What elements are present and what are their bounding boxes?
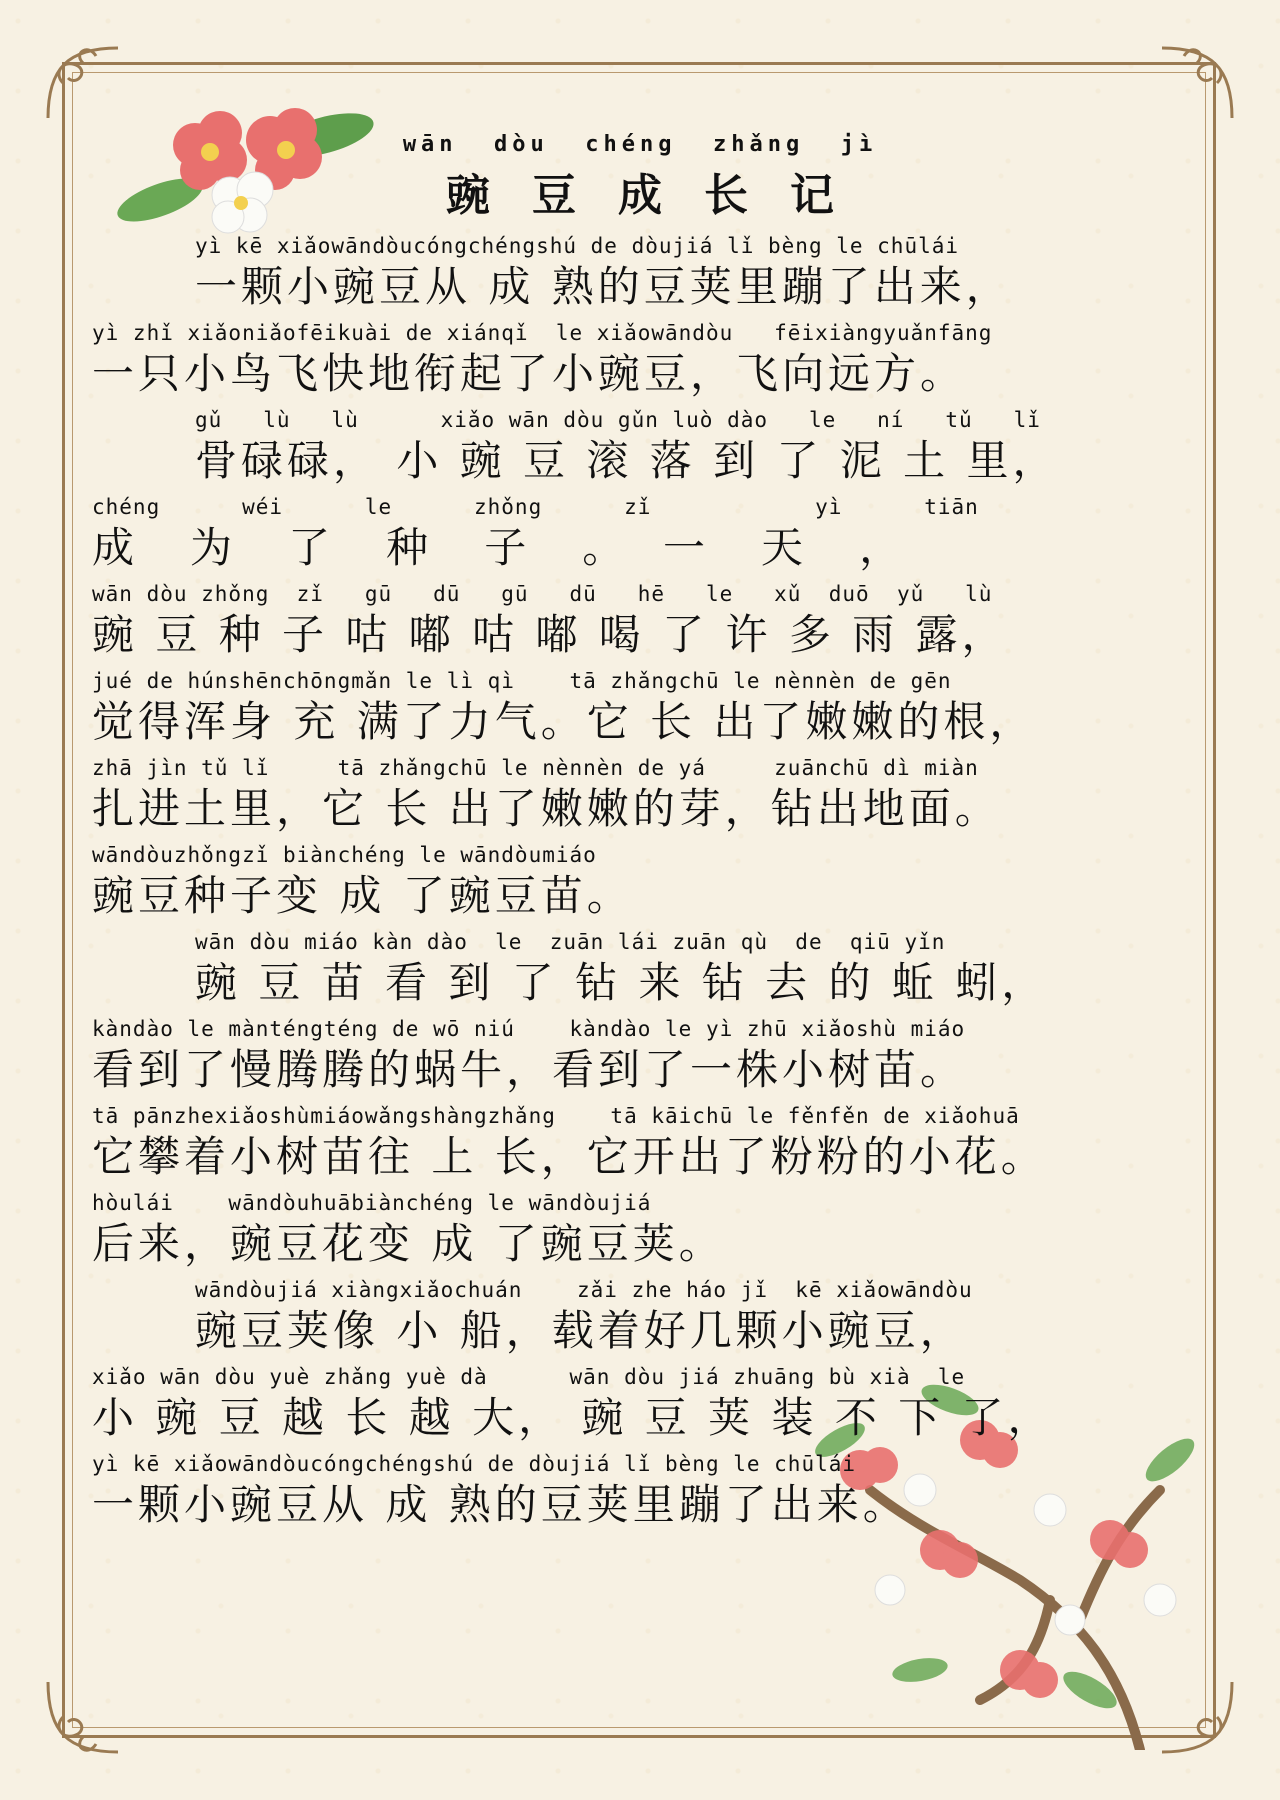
- line-pinyin: yì kē xiǎowāndòucóngchéngshú de dòujiá lǐ bèng le chūlái: [92, 1452, 857, 1476]
- story-line: [92, 232, 1202, 314]
- story-line: [92, 928, 1202, 1010]
- line-pinyin: wāndòujiá xiàngxiǎochuán zǎi zhe háo jǐ kē xiǎowāndòu: [195, 1278, 973, 1302]
- page-title: 豌豆成长记: [446, 170, 876, 221]
- story-line: [92, 1450, 1202, 1532]
- story-line: [92, 1276, 1202, 1358]
- title-block: [0, 132, 1280, 223]
- line-text: 它攀着小树苗往 上 长，它开出了粉粉的小花。: [92, 1132, 1047, 1181]
- line-text: 一颗小豌豆从 成 熟的豆荚里蹦了出来。: [92, 1480, 909, 1529]
- line-text: 一颗小豌豆从 成 熟的豆荚里蹦了出来，: [195, 262, 1012, 311]
- story-line: [92, 754, 1202, 836]
- story-line: [92, 1015, 1202, 1097]
- story-line: [92, 580, 1202, 662]
- line-text: 扎进土里，它 长 出了嫩嫩的芽，钻出地面。: [92, 784, 1001, 833]
- corner-ornament-bottom-left-icon: [38, 1672, 128, 1762]
- line-text: 小 豌 豆 越 长 越 大， 豌 豆 荚 装 不 下 了，: [92, 1393, 1054, 1442]
- corner-ornament-top-right-icon: [1152, 38, 1242, 128]
- line-pinyin: jué de húnshēnchōngmǎn le lì qì tā zhǎngchū le nènnèn de gēn: [92, 669, 952, 693]
- story-line: [92, 1189, 1202, 1271]
- line-pinyin: tā pānzhexiǎoshùmiáowǎngshàngzhǎng tā kāichū le fěnfěn de xiǎohuā: [92, 1104, 1020, 1128]
- line-text: 后来，豌豆花变 成 了豌豆荚。: [92, 1219, 725, 1268]
- line-text: 豌 豆 苗 看 到 了 钻 来 钻 去 的 蚯 蚓，: [195, 958, 1048, 1007]
- story-line: [92, 1102, 1202, 1184]
- story-line: [92, 493, 1202, 575]
- line-pinyin: zhā jìn tǔ lǐ tā zhǎngchū le nènnèn de yá zuānchū dì miàn: [92, 756, 979, 780]
- line-text: 成 为 了 种 子 。 一 天 ，: [92, 523, 906, 572]
- story-line: [92, 667, 1202, 749]
- line-pinyin: wāndòuzhǒngzǐ biànchéng le wāndòumiáo: [92, 843, 597, 867]
- story-line: [92, 1363, 1202, 1445]
- line-text: 一只小鸟飞快地衔起了小豌豆，飞向远方。: [92, 349, 967, 398]
- story-line: [92, 841, 1202, 923]
- story-line: [92, 319, 1202, 401]
- line-pinyin: gǔ lù lù xiǎo wān dòu gǔn luò dào le ní tǔ lǐ: [195, 408, 1041, 432]
- line-pinyin: wān dòu zhǒng zǐ gū dū gū dū hē le xǔ duō yǔ lù: [92, 582, 993, 606]
- story-line: [92, 406, 1202, 488]
- line-text: 觉得浑身 充 满了力气。它 长 出了嫩嫩的根，: [92, 697, 1036, 746]
- line-pinyin: kàndào le mànténgténg de wō niú kàndào le yì zhū xiǎoshù miáo: [92, 1017, 966, 1041]
- line-text: 骨碌碌， 小 豌 豆 滚 落 到 了 泥 土 里，: [195, 436, 1059, 485]
- line-text: 豌豆种子变 成 了豌豆苗。: [92, 871, 633, 920]
- line-pinyin: xiǎo wān dòu yuè zhǎng yuè dà wān dòu jiá zhuāng bù xià le: [92, 1365, 966, 1389]
- line-text: 豌 豆 种 子 咕 嘟 咕 嘟 喝 了 许 多 雨 露，: [92, 610, 1008, 659]
- line-pinyin: yì kē xiǎowāndòucóngchéngshú de dòujiá lǐ bèng le chūlái: [195, 234, 960, 258]
- line-text: 看到了慢腾腾的蜗牛，看到了一株小树苗。: [92, 1045, 967, 1094]
- line-pinyin: hòulái wāndòuhuābiànchéng le wāndòujiá: [92, 1191, 652, 1215]
- title-pinyin: wān dòu chéng zhǎng jì: [402, 132, 878, 157]
- line-pinyin: chéng wéi le zhǒng zǐ yì tiān: [92, 495, 979, 519]
- line-pinyin: wān dòu miáo kàn dào le zuān lái zuān qù de qiū yǐn: [195, 930, 946, 954]
- line-pinyin: yì zhǐ xiǎoniǎofēikuài de xiánqǐ le xiǎowāndòu fēixiàngyuǎnfāng: [92, 321, 993, 345]
- line-text: 豌豆荚像 小 船，载着好几颗小豌豆，: [195, 1306, 966, 1355]
